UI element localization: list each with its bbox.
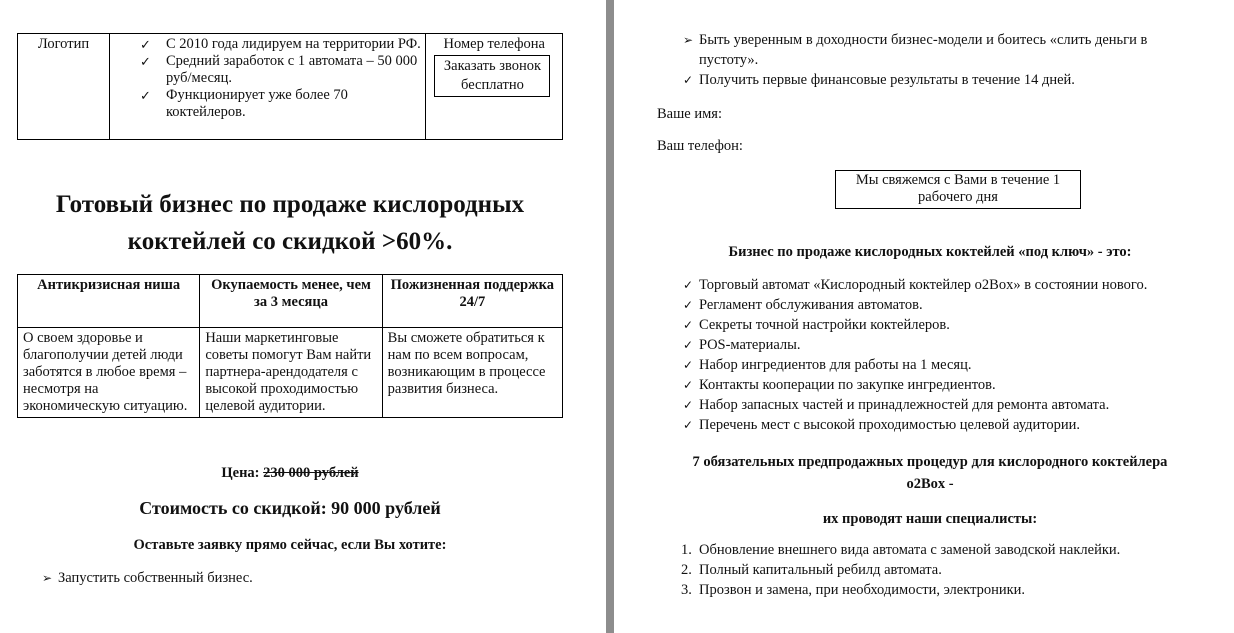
advantages-list [110,36,425,121]
price-line [17,465,563,482]
check-icon: ✓ [683,338,694,352]
list-item: ✓ С 2010 года лидируем на территории РФ. [140,36,421,52]
feature-cell: О своем здоровье и благополучии детей люди заботятся в любое время – несмотря на экономическую ситуацию. [18,328,200,418]
wish-list [42,568,253,588]
logo-placeholder [18,34,110,140]
phone-cell [426,34,563,140]
feature-cell: Вы сможете обратиться к нам по всем вопросам, возникающим в процессе развития бизнеса. [382,328,562,418]
list-item: ✓ Регламент обслуживания автоматов. [683,297,923,313]
feature-cell: Наши маркетинговые советы помогут Вам найти партнера-арендодателя с высокой проходимостью целевой аудитории. [200,328,382,418]
list-item: ✓ Набор запасных частей и принадлежностей для ремонта автомата. [683,397,1110,413]
specialists-heading: их проводят наши специалисты: [822,511,1038,527]
title-line-1: Готовый бизнес по продаже кислородных [55,191,525,218]
feature-header: Окупаемость менее, чем за 3 месяца [200,275,382,328]
features-table [17,274,563,418]
price-label: Цена: [221,465,260,481]
page-gutter [606,0,614,633]
list-item: 3. Прозвон и замена, при необходимости, электроники. [681,582,1026,598]
logo-label: Логотип [37,36,90,52]
phone-label: Номер телефона [443,36,545,52]
check-icon: ✓ [140,54,151,69]
check-icon: ✓ [683,298,694,312]
list-item: ✓ Торговый автомат «Кислородный коктейлер o2Box» в состоянии нового. [683,277,1148,293]
title-line-2: коктейлей со скидкой >60%. [127,228,453,255]
check-icon: ✓ [683,73,694,87]
discount-price: Стоимость со скидкой: 90 000 рублей [139,498,441,518]
check-icon: ✓ [683,358,694,372]
check-icon: ✓ [683,398,694,412]
header-table [17,33,563,140]
name-field-label: Ваше имя: [657,106,722,122]
check-icon: ✓ [683,418,694,432]
list-item: ✓ Получить первые финансовые результаты в течение 14 дней. [683,72,1075,88]
advantages-cell [110,34,426,140]
wish-list-continued [683,30,1203,90]
request-call-button[interactable]: Заказать звонок бесплатно [434,55,550,97]
page-title [17,186,563,260]
list-item: ✓ POS-материалы. [683,337,801,353]
contact-button-label: Мы свяжемся с Вами в течение 1 рабочего дня [855,172,1061,205]
check-icon: ✓ [140,88,151,103]
apply-heading: Оставьте заявку прямо сейчас, если Вы хотите: [133,537,447,553]
list-item: ✓ Перечень мест с высокой проходимостью целевой аудитории. [683,417,1081,433]
check-icon: ✓ [140,37,151,52]
procedures-list [657,540,1120,600]
feature-header: Антикризисная ниша [18,275,200,328]
list-item: ✓ Контакты кооперации по закупке ингредиентов. [683,377,996,393]
arrow-icon: ➢ [42,571,53,585]
check-icon: ✓ [683,278,694,292]
arrow-icon: ➢ [683,33,694,47]
turnkey-heading: Бизнес по продаже кислородных коктейлей «под ключ» - это: [728,244,1132,260]
list-item: 2. Полный капитальный ребилд автомата. [681,562,942,578]
list-item: ➢ Быть уверенным в доходности бизнес-модели и боитесь «слить деньги в пустоту». [683,32,1148,68]
check-icon: ✓ [683,318,694,332]
procedures-heading: 7 обязательных предпродажных процедур для кислородного коктейлера o2Box - [692,454,1168,492]
list-item: ✓ Набор ингредиентов для работы на 1 месяц. [683,357,972,373]
list-item: ➢ Запустить собственный бизнес. [42,570,253,586]
contact-button[interactable] [835,170,1081,209]
check-icon: ✓ [683,378,694,392]
turnkey-list [683,275,1147,435]
list-item: 1. Обновление внешнего вида автомата с заменой заводской наклейки. [681,542,1121,558]
list-item: ✓ Функционирует уже более 70 коктейлеров. [140,87,348,120]
feature-header: Пожизненная поддержка 24/7 [382,275,562,328]
old-price: 230 000 рублей [263,465,359,481]
list-item: ✓ Секреты точной настройки коктейлеров. [683,317,950,333]
phone-field-label: Ваш телефон: [657,138,743,154]
list-item: ✓ Средний заработок с 1 автомата – 50 000 руб/месяц. [140,53,418,86]
